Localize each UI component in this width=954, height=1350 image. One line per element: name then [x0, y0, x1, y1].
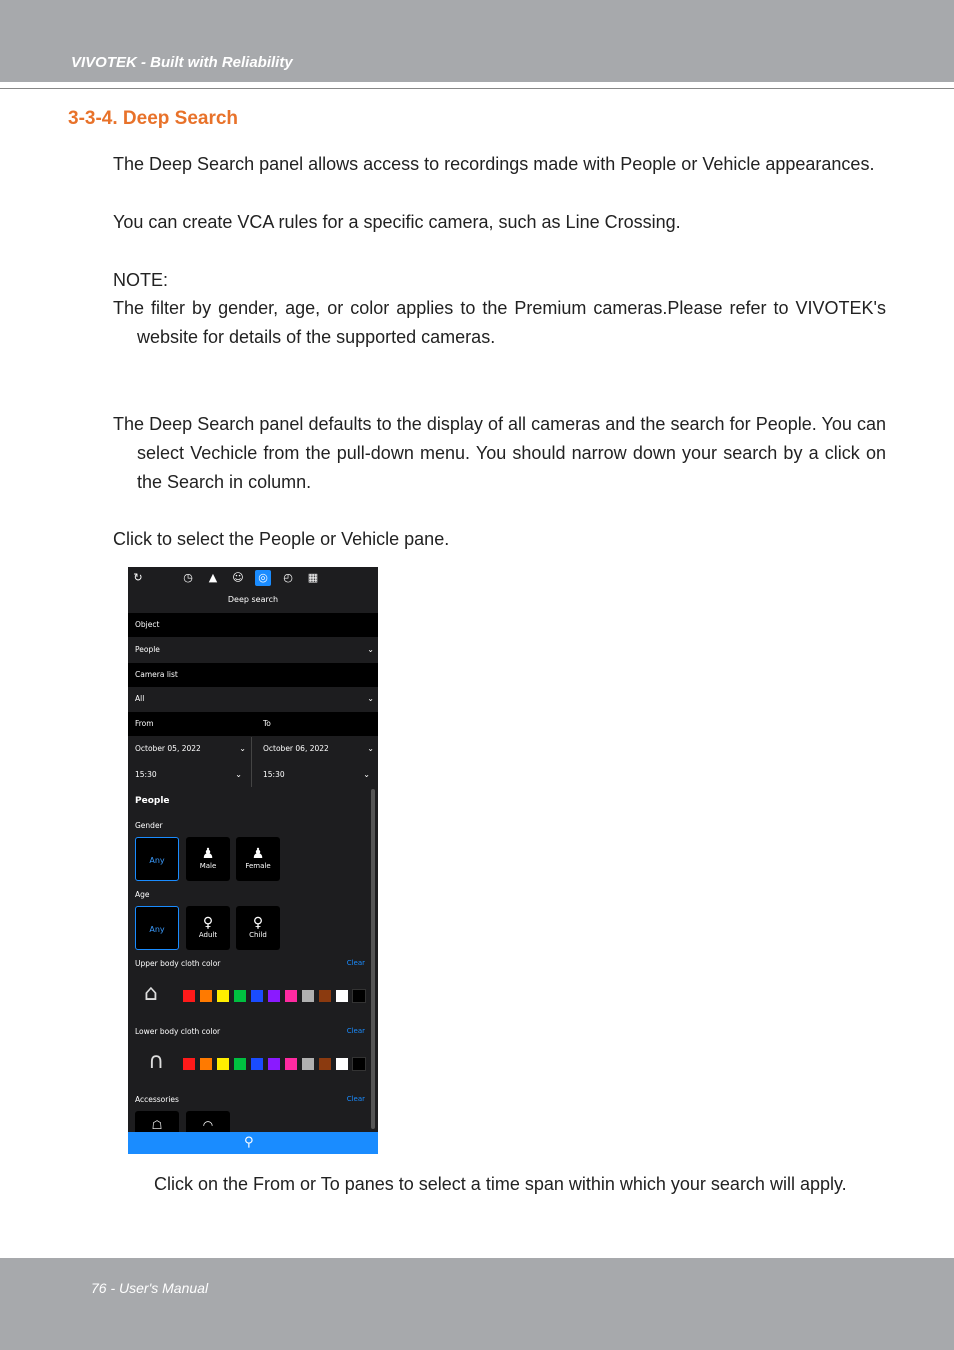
paragraph-time-span: Click on the From or To panes to select a time span within which your search will apply. — [154, 1174, 847, 1194]
adult-icon: ♀ — [202, 915, 214, 931]
upper-color-swatch[interactable] — [183, 990, 195, 1002]
chevron-down-icon: ⌄ — [367, 645, 374, 654]
age-child-button[interactable] — [236, 906, 280, 950]
lower-color-swatch[interactable] — [251, 1058, 263, 1070]
header-title: VIVOTEK - Built with Reliability — [71, 54, 293, 71]
panel-toolbar — [128, 567, 378, 591]
upper-color-swatch[interactable] — [353, 990, 365, 1002]
pants-icon: ∩ — [148, 1049, 165, 1074]
from-label: From — [135, 719, 154, 728]
from-time-select[interactable] — [128, 763, 246, 787]
lower-clear-link[interactable]: Clear — [346, 1027, 365, 1035]
deep-search-icon[interactable]: ◎ — [255, 570, 271, 586]
back-icon[interactable]: ↻ — [133, 571, 143, 584]
upper-color-swatch[interactable] — [200, 990, 212, 1002]
upper-color-swatch[interactable] — [319, 990, 331, 1002]
lower-color-swatch[interactable] — [285, 1058, 297, 1070]
gender-male-label: Male — [199, 862, 217, 870]
page-header — [0, 0, 954, 82]
gender-label: Gender — [135, 821, 163, 830]
search-bar[interactable] — [128, 1132, 378, 1154]
from-date-value: October 05, 2022 — [135, 744, 201, 753]
upper-color-swatch[interactable] — [234, 990, 246, 1002]
camera-list-value: All — [135, 694, 145, 703]
paragraph-note: The filter by gender, age, or color applies to the Premium cameras.Please refer to VIVOTEK's website for details of the supported cameras. — [113, 298, 886, 347]
upper-color-swatch[interactable] — [251, 990, 263, 1002]
camera-list-select[interactable] — [128, 687, 378, 711]
search-icon: ⚲ — [244, 1135, 254, 1150]
grid-icon[interactable]: ▦ — [307, 571, 319, 584]
chevron-down-icon: ⌄ — [367, 744, 374, 753]
from-date-select[interactable] — [128, 737, 250, 761]
age-adult-label: Adult — [198, 931, 218, 939]
footer-text: 76 - User's Manual — [91, 1280, 209, 1296]
lower-color-swatch[interactable] — [302, 1058, 314, 1070]
paragraph-vca: You can create VCA rules for a specific camera, such as Line Crossing. — [113, 212, 681, 232]
male-icon: ♟ — [201, 846, 215, 862]
lower-color-swatch[interactable] — [336, 1058, 348, 1070]
from-time-value: 15:30 — [135, 770, 157, 779]
gender-female-label: Female — [245, 862, 271, 870]
hat-icon: ◠ — [202, 1118, 214, 1132]
to-date-value: October 06, 2022 — [263, 744, 329, 753]
gender-male-button[interactable] — [186, 837, 230, 881]
bell-icon[interactable]: ▲ — [208, 571, 218, 584]
bag-icon: ☖ — [151, 1118, 163, 1132]
clock-icon[interactable]: ◷ — [183, 571, 193, 584]
upper-color-swatch[interactable] — [302, 990, 314, 1002]
lower-color-swatch[interactable] — [183, 1058, 195, 1070]
chevron-down-icon: ⌄ — [239, 744, 246, 753]
age-adult-button[interactable] — [186, 906, 230, 950]
camera-list-label: Camera list — [128, 663, 378, 687]
lower-color-swatch[interactable] — [234, 1058, 246, 1070]
lower-color-swatch[interactable] — [319, 1058, 331, 1070]
object-label: Object — [128, 613, 378, 637]
to-time-select[interactable] — [256, 763, 374, 787]
age-any-button[interactable] — [135, 906, 179, 950]
child-icon: ♀ — [252, 915, 264, 931]
section-title: 3-3-4. Deep Search — [68, 108, 239, 129]
paragraph-intro: The Deep Search panel allows access to recordings made with People or Vehicle appearances. — [113, 154, 875, 174]
deep-search-panel-screenshot — [128, 567, 378, 1154]
upper-color-swatch[interactable] — [217, 990, 229, 1002]
chevron-down-icon: ⌄ — [363, 770, 370, 779]
paragraph-defaults: The Deep Search panel defaults to the display of all cameras and the search for People. You can select Vechicle from the pull-down menu. You should narrow down your search by a click on the Search in column. — [113, 414, 886, 492]
upper-color-swatch[interactable] — [268, 990, 280, 1002]
chevron-down-icon: ⌄ — [235, 770, 242, 779]
to-label: To — [263, 719, 271, 728]
from-to-label-row — [128, 712, 378, 736]
age-child-label: Child — [249, 931, 267, 939]
age-any-label: Any — [149, 925, 165, 934]
page-footer — [0, 1258, 954, 1350]
paragraph-select-pane: Click to select the People or Vehicle pane. — [113, 529, 450, 549]
lower-color-swatch[interactable] — [200, 1058, 212, 1070]
chevron-down-icon: ⌄ — [367, 694, 374, 703]
playback-icon[interactable]: ◴ — [283, 571, 293, 584]
gender-any-button[interactable] — [135, 837, 179, 881]
object-value: People — [135, 645, 160, 654]
to-date-select[interactable] — [256, 737, 378, 761]
panel-title: Deep search — [227, 595, 279, 604]
object-select[interactable] — [128, 638, 378, 662]
upper-color-swatch[interactable] — [336, 990, 348, 1002]
gender-any-label: Any — [149, 856, 165, 865]
header-rule — [0, 88, 954, 89]
upper-clear-link[interactable]: Clear — [346, 959, 365, 967]
date-divider — [251, 737, 252, 787]
scrollbar[interactable] — [371, 789, 375, 1129]
lower-body-label: Lower body cloth color — [135, 1027, 221, 1036]
people-heading: People — [135, 796, 170, 806]
note-label: NOTE: — [113, 270, 169, 290]
upper-color-swatch[interactable] — [285, 990, 297, 1002]
shirt-icon: ⌂ — [144, 981, 158, 1006]
lower-color-swatch[interactable] — [353, 1058, 365, 1070]
accessories-clear-link[interactable]: Clear — [346, 1095, 365, 1103]
gender-female-button[interactable] — [236, 837, 280, 881]
face-icon[interactable]: ☺ — [232, 571, 244, 584]
lower-color-swatch[interactable] — [268, 1058, 280, 1070]
upper-body-label: Upper body cloth color — [135, 959, 221, 968]
to-time-value: 15:30 — [263, 770, 285, 779]
female-icon: ♟ — [251, 846, 265, 862]
accessories-label: Accessories — [135, 1095, 179, 1104]
lower-color-swatch[interactable] — [217, 1058, 229, 1070]
age-label: Age — [135, 890, 150, 899]
